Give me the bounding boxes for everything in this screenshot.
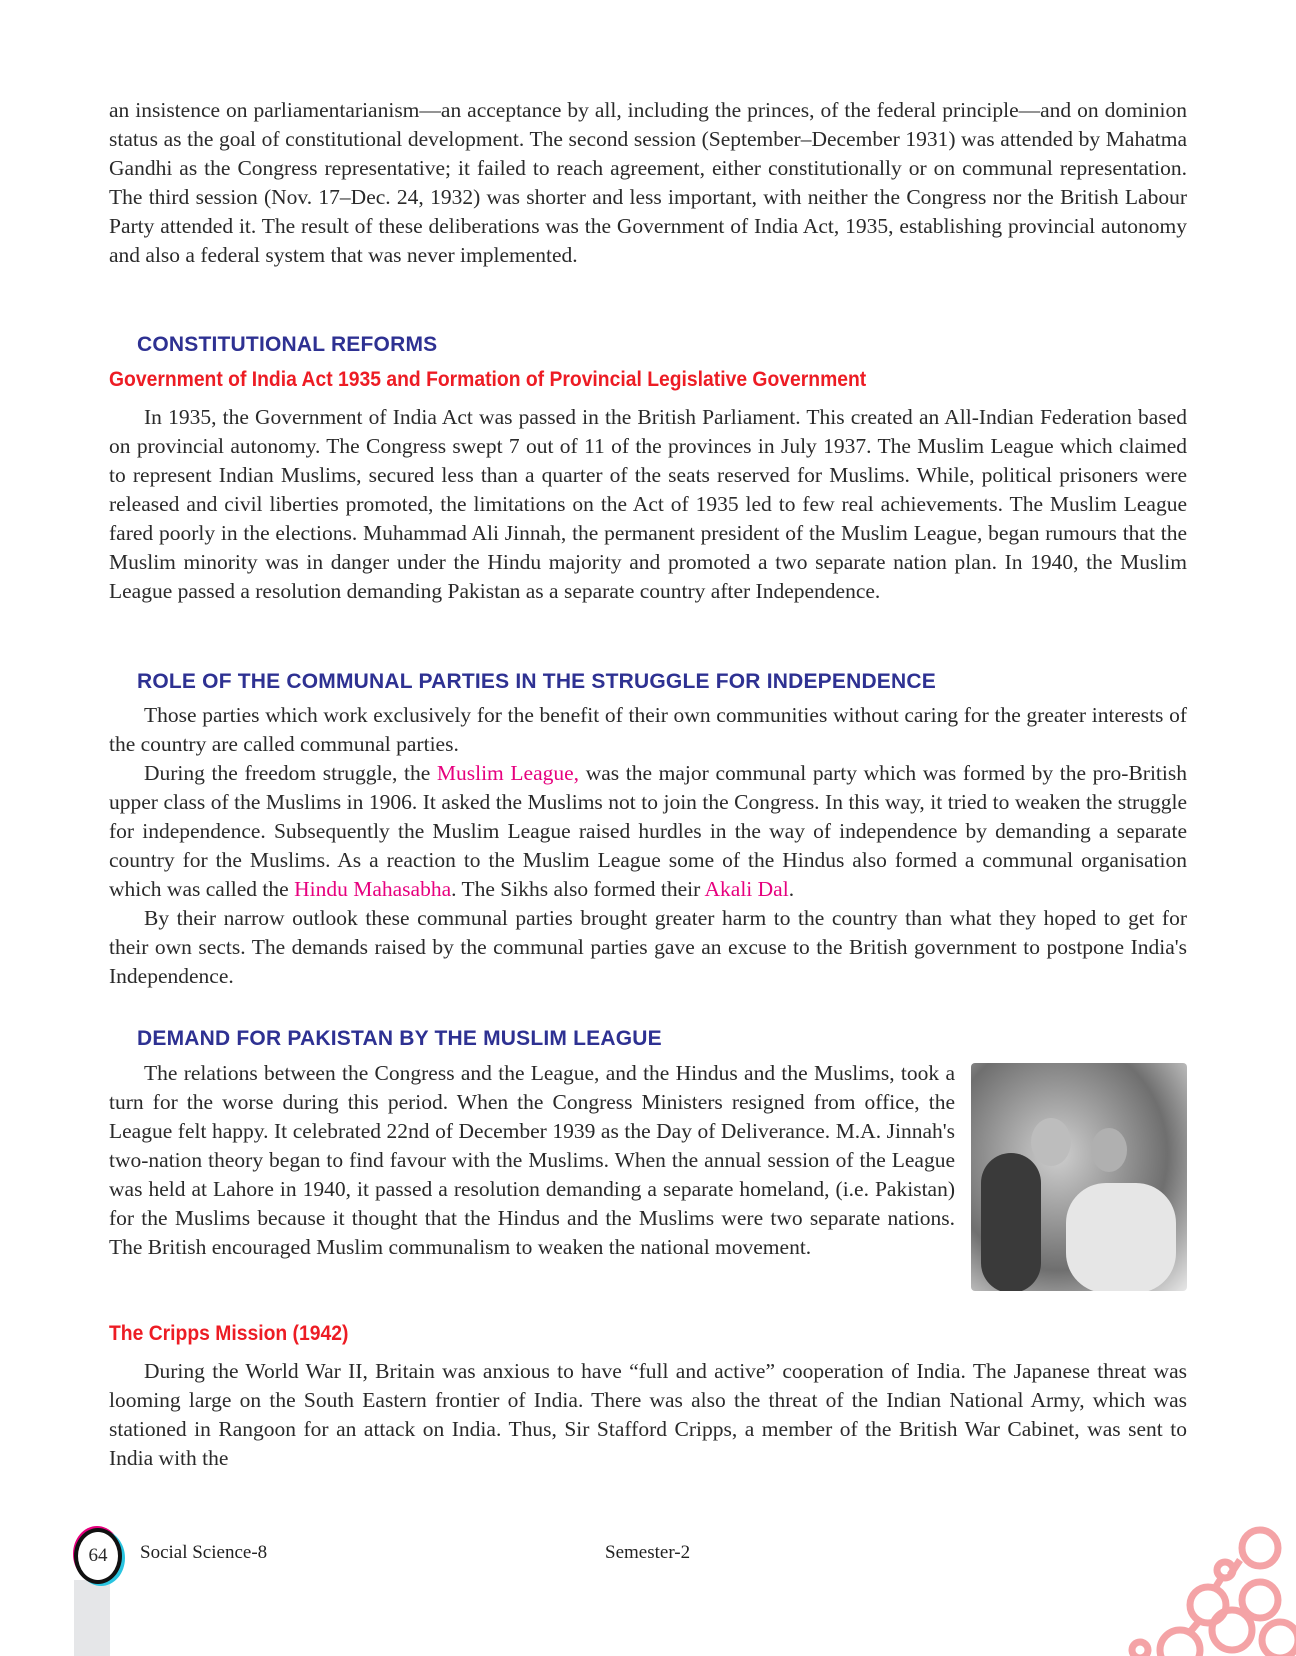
page-number: 64	[88, 1545, 108, 1566]
heading-constitutional-reforms: CONSTITUTIONAL REFORMS	[137, 333, 438, 356]
text: . The Sikhs also formed their	[451, 877, 705, 901]
text: .	[788, 877, 795, 901]
paragraph-communal-definition: Those parties which work exclusively for the benefit of their own communities without caring for the greater interests of the country are called communal parties.	[109, 703, 1187, 756]
heading-demand-pakistan: DEMAND FOR PAKISTAN BY THE MUSLIM LEAGUE	[137, 1027, 662, 1050]
intro-section	[109, 96, 1187, 270]
section-demand-pakistan	[109, 1059, 955, 1262]
paragraph-freedom-struggle	[109, 759, 1187, 904]
highlight-hindu-mahasabha: Hindu Mahasabha	[294, 877, 452, 901]
heading-communal-parties: ROLE OF THE COMMUNAL PARTIES IN THE STRUGGLE FOR INDEPENDENCE	[137, 670, 936, 693]
page-edge-strip	[74, 1580, 110, 1656]
paragraph-govt-india-act: In 1935, the Government of India Act was passed in the British Parliament. This created an All-Indian Federation based on provincial autonomy. The Congress swept 7 out of 11 of the provinces in July 1937. The Muslim League which claimed to represent Indian Muslims, secured less than a quarter of the seats reserved for Muslims. While, political prisoners were released and civil liberties promoted, the limitations on the Act of 1935 led to few real achievements. The Muslim League fared poorly in the elections. Muhammad Ali Jinnah, the permanent president of the Muslim League, began rumours that the Muslim minority was in danger under the Hindu majority and promoted a two separate nation plan. In 1940, the Muslim League passed a resolution demanding Pakistan as a separate country after Independence.	[109, 405, 1187, 603]
intro-paragraph: an insistence on parliamentarianism—an acceptance by all, including the princes, of the federal principle—and on dominion status as the goal of constitutional development. The second session (September–December 1931) was attended by Mahatma Gandhi as the Congress representative; it failed to reach agreement, either constitutionally or on communal representation. The third session (Nov. 17–Dec. 24, 1932) was shorter and less important, with neither the Congress nor the British Labour Party attended it. The result of these deliberations was the Government of India Act, 1935, establishing provincial autonomy and also a federal system that was never implemented.	[109, 98, 1187, 267]
subheading-cripps-mission: The Cripps Mission (1942)	[109, 1322, 349, 1345]
subheading-govt-india-act: Government of India Act 1935 and Formation of Provincial Legislative Government	[109, 368, 867, 391]
page-number-badge	[74, 1528, 122, 1584]
section-communal-parties	[109, 701, 1187, 991]
paragraph-cripps-mission: During the World War II, Britain was anxious to have “full and active” cooperation of India. The Japanese threat was looming large on the South Eastern frontier of India. There was also the threat of the Indian National Army, which was stationed in Rangoon for an attack on India. Thus, Sir Stafford Cripps, a member of the British War Cabinet, was sent to India with the	[109, 1359, 1187, 1470]
footer-book-title: Social Science-8	[140, 1542, 268, 1563]
section-cripps-mission	[109, 1357, 1187, 1473]
text: was the major communal party which was formed by the pro-British upper class of the Muslims in 1906. It asked the Muslims not to join the Congress. In this way, it tried to weaken the struggle for independence. Subsequently the Muslim League raised hurdles in the way of independence by demanding a separate country for the Muslims. As a reaction to the Muslim League some of the Hindus also formed a communal organisation which was called the	[109, 761, 1187, 901]
section-govt-india-act	[109, 403, 1187, 606]
highlight-akali-dal: Akali Dal	[704, 877, 789, 901]
paragraph-demand-pakistan: The relations between the Congress and the League, and the Hindus and the Muslims, took a turn for the worse during this period. When the Congress Ministers resigned from office, the League felt happy. It celebrated 22nd of December 1939 as the Day of Deliverance. M.A. Jinnah's two-nation theory began to find favour with the Muslims. When the annual session of the League was held at Lahore in 1940, it passed a resolution demanding a separate homeland, (i.e. Pakistan) for the Muslims because it thought that the Hindus and the Muslims were two separate nations. The British encouraged Muslim communalism to weaken the national movement.	[109, 1061, 955, 1259]
text: During the freedom struggle, the	[144, 761, 437, 785]
historical-photo	[971, 1063, 1187, 1291]
paragraph-narrow-outlook: By their narrow outlook these communal parties brought greater harm to the country than what they hoped to get for their own sects. The demands raised by the communal parties gave an excuse to the British government to postpone India's Independence.	[109, 906, 1187, 988]
highlight-muslim-league: Muslim League,	[436, 761, 580, 785]
footer-semester: Semester-2	[605, 1542, 691, 1563]
decorative-circles-icon	[1120, 1520, 1296, 1656]
